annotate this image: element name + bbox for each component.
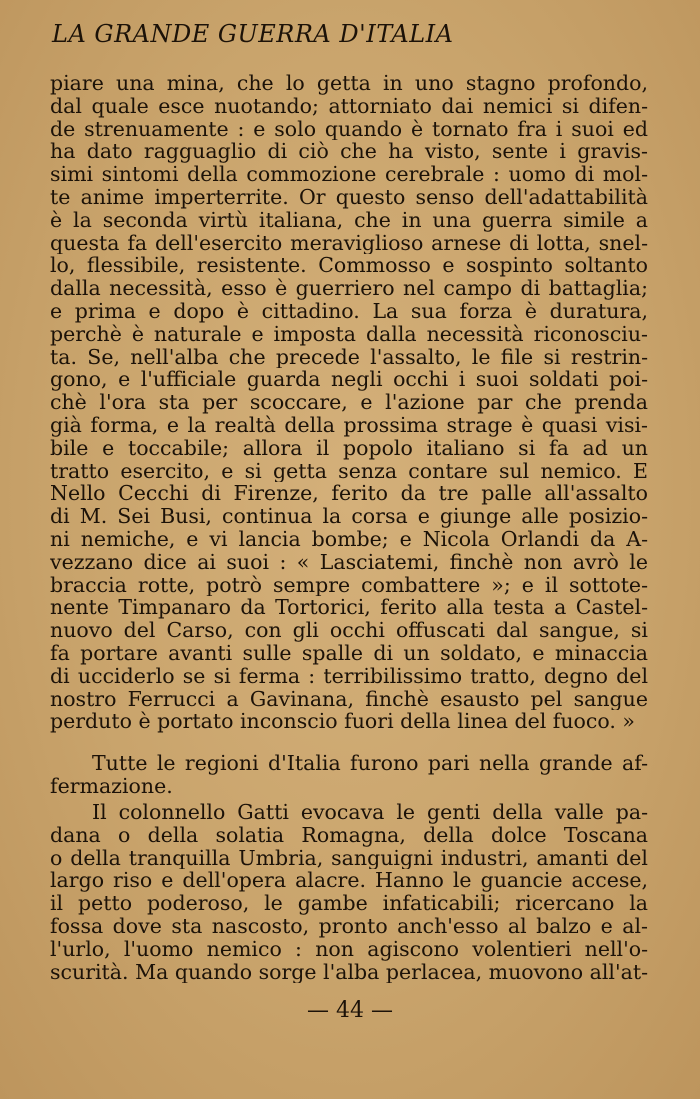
text-line: dal quale esce nuotando; attorniato dai nemici si difen- bbox=[50, 94, 648, 118]
text-line: perchè è naturale e imposta dalla necessità riconosciu- bbox=[50, 322, 648, 346]
text-line: largo riso e dell'opera alacre. Hanno le guancie accese, bbox=[50, 869, 648, 893]
paragraph-3 bbox=[50, 801, 648, 983]
text-line: ha dato ragguaglio di ciò che ha visto, sente i gravis- bbox=[50, 140, 648, 164]
running-title: LA GRANDE GUERRA D'ITALIA bbox=[52, 20, 454, 48]
text-line: il petto poderoso, le gambe infaticabili; ricercano la bbox=[50, 892, 648, 915]
text-line: ta. Se, nell'alba che precede l'assalto, le file si restrin- bbox=[50, 345, 648, 369]
text-line: e prima e dopo è cittadino. La sua forza è duratura, bbox=[50, 299, 648, 323]
text-line: Nello Cecchi di Firenze, ferito da tre palle all'assalto bbox=[50, 482, 648, 506]
paragraph-1 bbox=[50, 72, 648, 733]
text-line: nente Timpanaro da Tortorici, ferito alla testa a Castel- bbox=[50, 596, 648, 620]
text-line: l'urlo, l'uomo nemico : non agiscono volentieri nell'o- bbox=[50, 937, 648, 961]
text-line: dalla necessità, esso è guerriero nel campo di battaglia; bbox=[50, 277, 648, 300]
text-line: tratto esercito, e si getta senza contare sul nemico. E bbox=[50, 459, 648, 483]
text-line: fa portare avanti sulle spalle di un soldato, e minaccia bbox=[50, 641, 648, 665]
text-line: perduto è portato inconscio fuori della linea del fuoco. » bbox=[50, 710, 635, 734]
text-line: braccia rotte, potrò sempre combattere »; e il sottote- bbox=[50, 573, 648, 597]
text-line: Il colonnello Gatti evocava le genti della valle pa- bbox=[92, 801, 648, 824]
text-line: te anime imperterrite. Or questo senso dell'adattabilità bbox=[50, 185, 648, 209]
text-line: vezzano dice ai suoi : « Lasciatemi, finchè non avrò le bbox=[50, 550, 648, 574]
text-line: di ucciderlo se si ferma : terribilissimo tratto, degno del bbox=[50, 664, 648, 688]
text-line: Tutte le regioni d'Italia furono pari nella grande af- bbox=[92, 752, 648, 775]
text-line: ni nemiche, e vi lancia bombe; e Nicola Orlandi da A- bbox=[50, 527, 648, 551]
text-line: piare una mina, che lo getta in uno stagno profondo, bbox=[50, 72, 648, 95]
text-line: scurità. Ma quando sorge l'alba perlacea, muovono all'at- bbox=[50, 960, 648, 984]
text-line: bile e toccabile; allora il popolo italiano si fa ad un bbox=[50, 436, 648, 460]
paragraph-2 bbox=[50, 752, 648, 798]
text-line: questa fa dell'esercito meraviglioso arnese di lotta, snel- bbox=[50, 231, 648, 255]
text-line: nuovo del Carso, con gli occhi offuscati dal sangue, si bbox=[50, 619, 648, 642]
text-line: chè l'ora sta per scoccare, e l'azione par che prenda bbox=[50, 391, 648, 414]
text-line: simi sintomi della commozione cerebrale : uomo di mol- bbox=[50, 163, 648, 186]
text-line: fossa dove sta nascosto, pronto anch'esso al balzo e al- bbox=[50, 914, 648, 938]
text-line: è la seconda virtù italiana, che in una guerra simile a bbox=[50, 208, 648, 232]
text-line: nostro Ferrucci a Gavinana, finchè esausto pel sangue bbox=[50, 687, 648, 711]
text-line: o della tranquilla Umbria, sanguigni industri, amanti del bbox=[50, 846, 648, 870]
page-number: — 44 — bbox=[307, 998, 393, 1023]
text-line: de strenuamente : e solo quando è tornato fra i suoi ed bbox=[50, 117, 648, 141]
text-line: fermazione. bbox=[50, 774, 173, 798]
text-line: gono, e l'ufficiale guarda negli occhi i suoi soldati poi- bbox=[50, 368, 648, 392]
text-line: di M. Sei Busi, continua la corsa e giunge alle posizio- bbox=[50, 505, 648, 528]
text-line: dana o della solatia Romagna, della dolce Toscana bbox=[50, 823, 648, 847]
text-line: lo, flessibile, resistente. Commosso e sospinto soltanto bbox=[50, 254, 648, 278]
text-line: già forma, e la realtà della prossima strage è quasi visi- bbox=[50, 413, 648, 437]
